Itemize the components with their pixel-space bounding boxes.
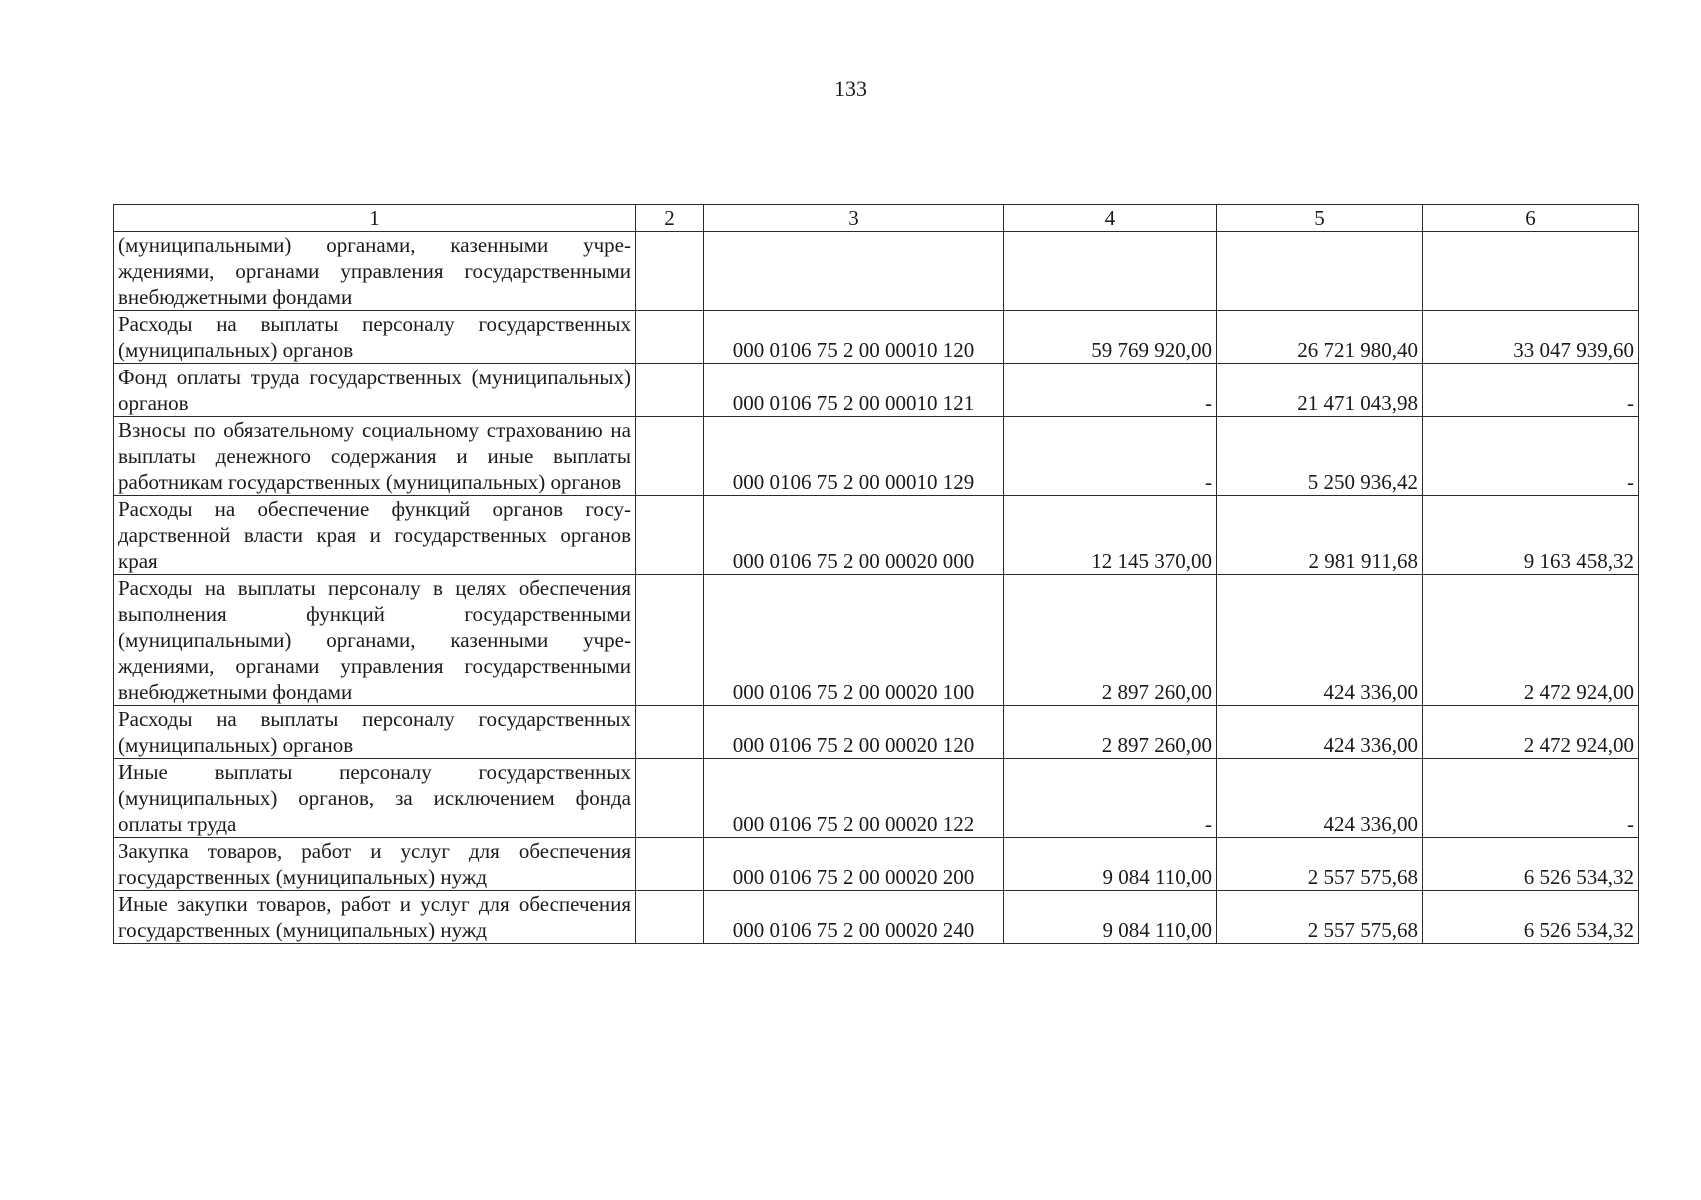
row-remaining-amount: 2 472 924,00 [1423, 706, 1639, 759]
header-col-5: 5 [1217, 205, 1423, 232]
table-body [114, 232, 1639, 944]
row-budget-code: 000 0106 75 2 00 00020 120 [704, 706, 1004, 759]
row-description: Расходы на выплаты персоналу государственных (муниципальных) органов [114, 311, 636, 364]
row-description: Расходы на выплаты персоналу в целях обеспечения выполнения функций государственными (муниципальными) органами, казенными учреждениями, органами управления государственными внебюджетными фондами [114, 575, 636, 706]
row-col2 [636, 891, 704, 944]
page-number: 133 [834, 76, 867, 101]
row-executed-amount: 424 336,00 [1217, 575, 1423, 706]
row-approved-amount: - [1004, 364, 1217, 417]
table-row [114, 706, 1639, 759]
table-row [114, 575, 1639, 706]
row-approved-amount: 2 897 260,00 [1004, 706, 1217, 759]
row-approved-amount: 59 769 920,00 [1004, 311, 1217, 364]
row-approved-amount [1004, 232, 1217, 311]
table-row [114, 838, 1639, 891]
row-budget-code: 000 0106 75 2 00 00020 200 [704, 838, 1004, 891]
header-col-3: 3 [704, 205, 1004, 232]
budget-execution-table [113, 204, 1639, 944]
row-budget-code: 000 0106 75 2 00 00020 000 [704, 496, 1004, 575]
header-col-1: 1 [114, 205, 636, 232]
row-executed-amount [1217, 232, 1423, 311]
row-remaining-amount: - [1423, 417, 1639, 496]
row-description: Иные выплаты персоналу государственных (муниципальных) органов, за исключением фонда оплаты труда [114, 759, 636, 838]
row-budget-code: 000 0106 75 2 00 00010 120 [704, 311, 1004, 364]
row-col2 [636, 311, 704, 364]
table-row [114, 311, 1639, 364]
table-row [114, 417, 1639, 496]
row-col2 [636, 838, 704, 891]
header-col-4: 4 [1004, 205, 1217, 232]
row-approved-amount: 9 084 110,00 [1004, 891, 1217, 944]
row-approved-amount: 12 145 370,00 [1004, 496, 1217, 575]
row-col2 [636, 417, 704, 496]
row-executed-amount: 26 721 980,40 [1217, 311, 1423, 364]
row-col2 [636, 232, 704, 311]
table-header [114, 205, 1639, 232]
row-approved-amount: - [1004, 759, 1217, 838]
row-col2 [636, 759, 704, 838]
row-budget-code: 000 0106 75 2 00 00010 129 [704, 417, 1004, 496]
row-remaining-amount: 6 526 534,32 [1423, 838, 1639, 891]
row-description: Взносы по обязательному социальному страхованию на выплаты денежного содержания и иные выплаты работникам государственных (муниципальных) органов [114, 417, 636, 496]
table-row [114, 759, 1639, 838]
row-remaining-amount: - [1423, 759, 1639, 838]
row-executed-amount: 5 250 936,42 [1217, 417, 1423, 496]
row-col2 [636, 706, 704, 759]
table-row [114, 891, 1639, 944]
row-approved-amount: 9 084 110,00 [1004, 838, 1217, 891]
row-description: (муниципальными) органами, казенными учреждениями, органами управления государственными внебюджетными фондами [114, 232, 636, 311]
row-executed-amount: 21 471 043,98 [1217, 364, 1423, 417]
row-description: Закупка товаров, работ и услуг для обеспечения государственных (муниципальных) нужд [114, 838, 636, 891]
row-executed-amount: 424 336,00 [1217, 706, 1423, 759]
table-row [114, 232, 1639, 311]
row-remaining-amount [1423, 232, 1639, 311]
row-remaining-amount: 9 163 458,32 [1423, 496, 1639, 575]
row-description: Расходы на обеспечение функций органов государственной власти края и государственных органов края [114, 496, 636, 575]
row-executed-amount: 2 557 575,68 [1217, 838, 1423, 891]
header-col-2: 2 [636, 205, 704, 232]
table-row [114, 496, 1639, 575]
row-approved-amount: - [1004, 417, 1217, 496]
row-remaining-amount: 2 472 924,00 [1423, 575, 1639, 706]
row-description: Фонд оплаты труда государственных (муниципальных) органов [114, 364, 636, 417]
row-col2 [636, 496, 704, 575]
row-remaining-amount: - [1423, 364, 1639, 417]
row-remaining-amount: 6 526 534,32 [1423, 891, 1639, 944]
row-col2 [636, 364, 704, 417]
row-approved-amount: 2 897 260,00 [1004, 575, 1217, 706]
row-budget-code: 000 0106 75 2 00 00020 122 [704, 759, 1004, 838]
row-col2 [636, 575, 704, 706]
row-remaining-amount: 33 047 939,60 [1423, 311, 1639, 364]
row-budget-code: 000 0106 75 2 00 00010 121 [704, 364, 1004, 417]
header-col-6: 6 [1423, 205, 1639, 232]
row-description: Иные закупки товаров, работ и услуг для обеспечения государственных (муниципальных) нужд [114, 891, 636, 944]
row-executed-amount: 2 557 575,68 [1217, 891, 1423, 944]
row-executed-amount: 2 981 911,68 [1217, 496, 1423, 575]
row-description: Расходы на выплаты персоналу государственных (муниципальных) органов [114, 706, 636, 759]
header-row [114, 205, 1639, 232]
row-budget-code: 000 0106 75 2 00 00020 100 [704, 575, 1004, 706]
row-budget-code [704, 232, 1004, 311]
table-row [114, 364, 1639, 417]
row-budget-code: 000 0106 75 2 00 00020 240 [704, 891, 1004, 944]
row-executed-amount: 424 336,00 [1217, 759, 1423, 838]
